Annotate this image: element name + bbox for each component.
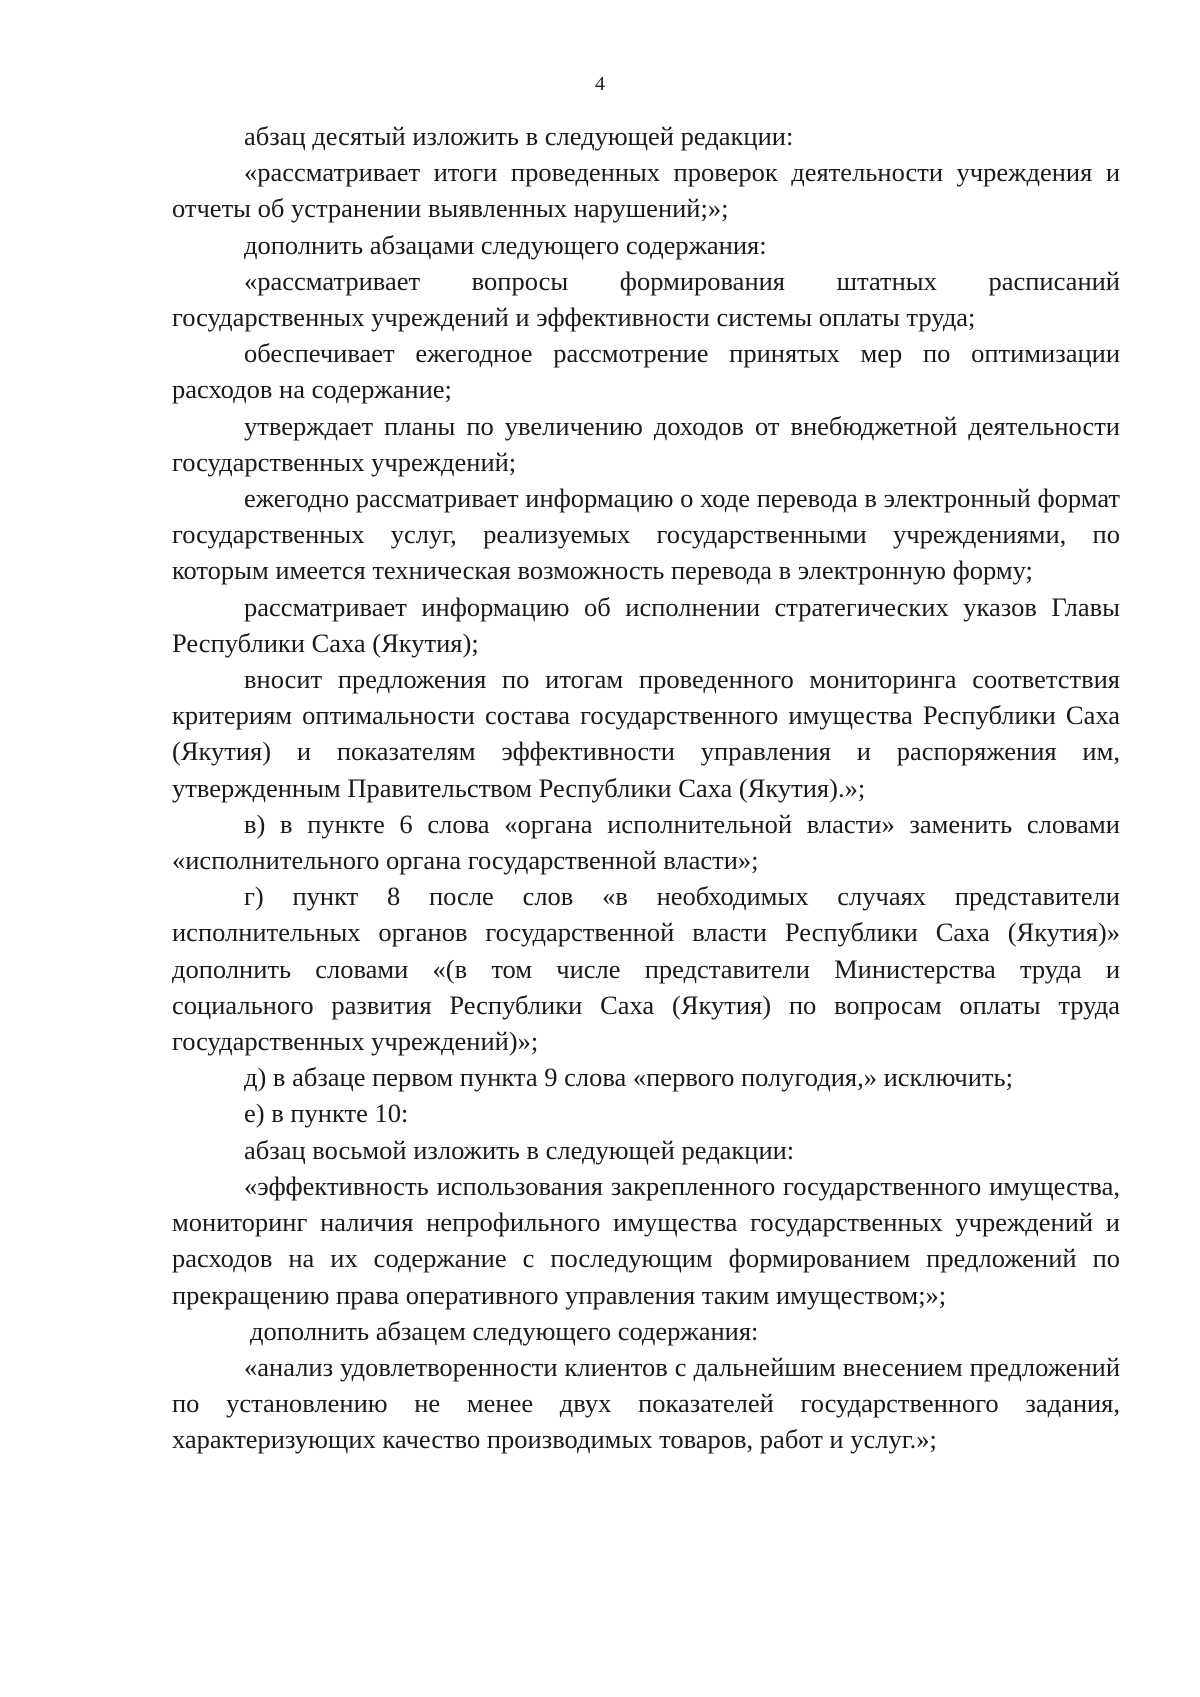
paragraph: вносит предложения по итогам проведенного мониторинга соответствия критериям оптимальности состава государственного имущества Республики Саха (Якутия) и показателям эффективности управления и распоряжения им, утвержденным Правительством Республики Саха (Якутия).»; — [172, 664, 1120, 803]
paragraph: «эффективность использования закрепленного государственного имущества, мониторинг наличия непрофильного имущества государственных учреждений и расходов на их содержание с последующим формированием предложений по прекращению права оперативного управления таким имуществом;»; — [172, 1170, 1120, 1310]
paragraph: абзац десятый изложить в следующей редакции: — [244, 121, 794, 151]
paragraph: е) в пункте 10: — [244, 1098, 409, 1129]
paragraph: рассматривает информацию об исполнении стратегических указов Главы Республики Саха (Якутия); — [172, 591, 1120, 658]
paragraph: «анализ удовлетворенности клиентов с дальнейшим внесением предложений по установлению не менее двух показателей государственного задания, характеризующих качество производимых товаров, работ и услуг.»; — [172, 1351, 1120, 1455]
paragraph: в) в пункте 6 слова «органа исполнительной власти» заменить словами «исполнительного органа государственной власти»; — [172, 808, 1120, 876]
paragraph: д) в абзаце первом пункта 9 слова «первого полугодия,» исключить; — [244, 1062, 1013, 1093]
document-body — [172, 118, 1120, 1458]
paragraph: дополнить абзацем следующего содержания: — [250, 1315, 759, 1346]
paragraph: «рассматривает вопросы формирования штатных расписаний государственных учреждений и эффективности системы оплаты труда; — [172, 265, 1120, 333]
paragraph: абзац восьмой изложить в следующей редакции: — [244, 1134, 795, 1165]
paragraph: дополнить абзацами следующего содержания: — [244, 229, 767, 260]
paragraph: «рассматривает итоги проведенных проверок деятельности учреждения и отчеты об устранении выявленных нарушений;»; — [172, 157, 1120, 224]
paragraph: г) пункт 8 после слов «в необходимых случаях представители исполнительных органов государственной власти Республики Саха (Якутия)» дополнить словами «(в том числе представители Министерства труда и социального развития Республики Саха (Якутия) по вопросам оплаты труда государственных учреждений)»; — [172, 881, 1120, 1057]
page-number: 4 — [595, 73, 605, 95]
paragraph: утверждает планы по увеличению доходов от внебюджетной деятельности государственных учреждений; — [172, 410, 1120, 477]
paragraph: ежегодно рассматривает информацию о ходе перевода в электронный формат государственных услуг, реализуемых государственными учреждениями, по которым имеется техническая возможность перевода в электронную форму; — [172, 483, 1120, 586]
paragraph: обеспечивает ежегодное рассмотрение принятых мер по оптимизации расходов на содержание; — [172, 338, 1120, 405]
